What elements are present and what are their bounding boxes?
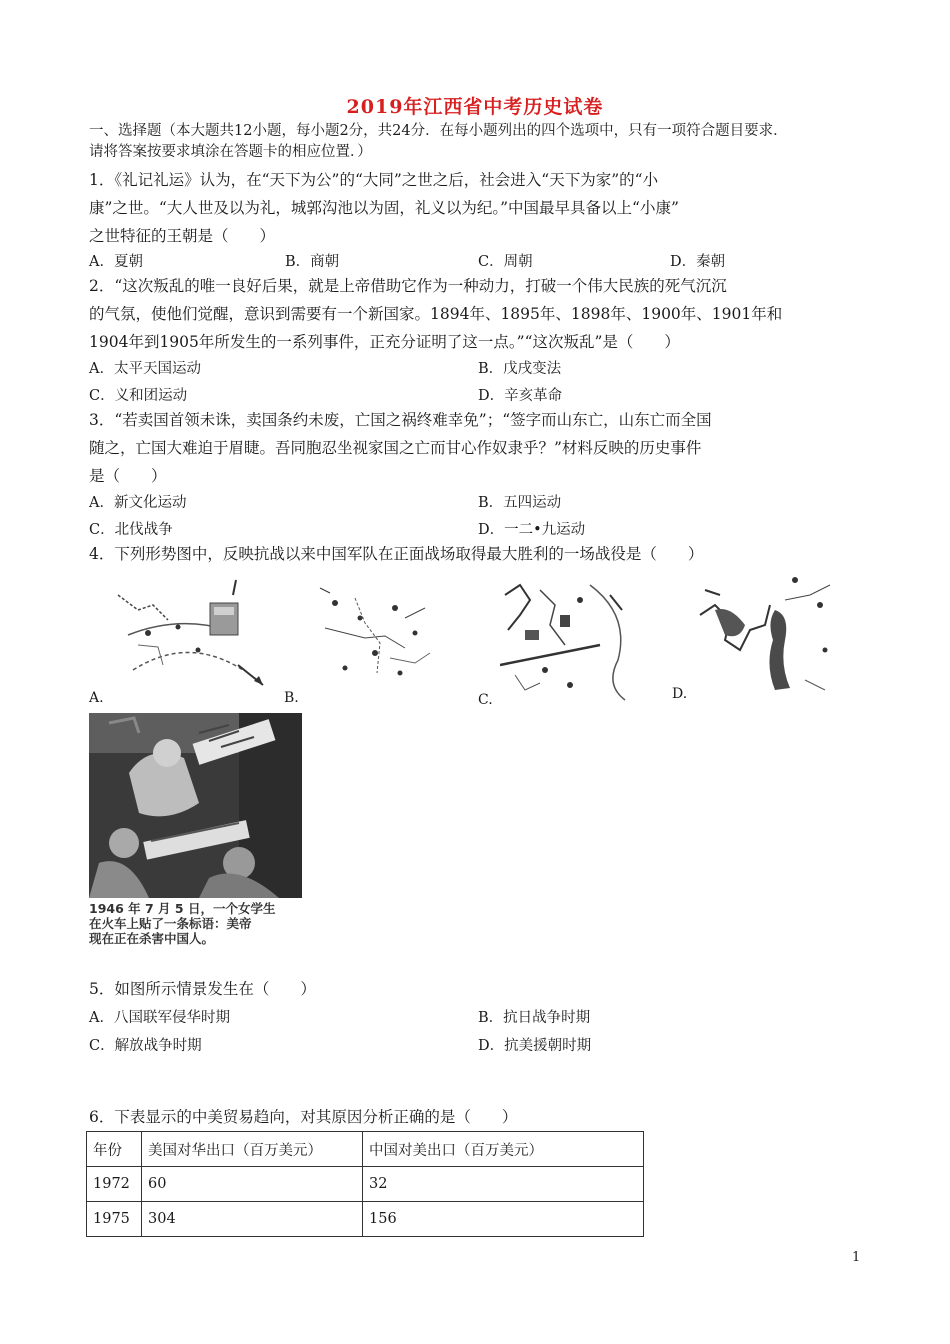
question-text: 随之，亡国大难迫于眉睫。吾同胞忍坐视家国之亡而甘心作奴隶乎？”材料反映的历史事件 xyxy=(89,439,702,457)
table-cell: 1972 xyxy=(87,1167,142,1202)
instructions-line: 请将答案按要求填涂在答题卡的相应位置．） xyxy=(89,144,372,160)
question-2 xyxy=(89,272,869,356)
trade-table xyxy=(86,1131,644,1237)
question-6 xyxy=(89,1103,869,1131)
table-cell: 304 xyxy=(142,1202,363,1237)
table-cell: 60 xyxy=(142,1167,363,1202)
table-header-cell: 美国对华出口（百万美元） xyxy=(142,1132,363,1167)
question-text: 3．“若卖国首领未诛，卖国条约未废，亡国之祸终难幸免”；“签字而山东亡，山东亡而全国 xyxy=(89,411,712,429)
question-4 xyxy=(89,540,869,568)
page-title: 2019年江西省中考历史试卷 xyxy=(346,96,604,118)
option-c[interactable]: C．解放战争时期 xyxy=(89,1038,202,1054)
option-c[interactable]: C．周朝 xyxy=(478,254,533,270)
battle-map-b xyxy=(305,578,455,698)
option-a[interactable]: A．太平天国运动 xyxy=(89,361,201,377)
section-instructions xyxy=(89,121,869,163)
question-text: 5．如图所示情景发生在（ ） xyxy=(89,980,316,998)
option-b[interactable]: B．五四运动 xyxy=(478,495,562,511)
instructions-line: 一、选择题（本大题共12小题，每小题2分，共24分．在每小题列出的四个选项中，只有一项符合题目要求． xyxy=(89,123,788,139)
photo-image xyxy=(89,713,302,898)
option-b[interactable]: B．抗日战争时期 xyxy=(478,1010,591,1026)
option-c[interactable]: C. xyxy=(478,692,493,708)
table-row xyxy=(87,1167,644,1202)
question-text: 6．下表显示的中美贸易趋向，对其原因分析正确的是（ ） xyxy=(89,1108,518,1126)
option-a[interactable]: A. xyxy=(89,690,104,706)
question-text: 2．“这次叛乱的唯一良好后果，就是上帝借助它作为一种动力，打破一个伟大民族的死气沉沉 xyxy=(89,277,727,295)
option-a[interactable]: A．八国联军侵华时期 xyxy=(89,1010,230,1026)
question-text: 之世特征的王朝是（ ） xyxy=(89,227,276,245)
option-d[interactable]: D．一二•九运动 xyxy=(478,522,586,538)
table-header-cell: 中国对美出口（百万美元） xyxy=(363,1132,644,1167)
option-d[interactable]: D．抗美援朝时期 xyxy=(478,1038,592,1054)
table-cell: 32 xyxy=(363,1167,644,1202)
caption-line: 1946 年 7 月 5 日，一个女学生 xyxy=(89,901,276,916)
question-text: 4．下列形势图中，反映抗战以来中国军队在正面战场取得最大胜利的一场战役是（ ） xyxy=(89,545,704,563)
question-text: 的气氛，使他们觉醒，意识到需要有一个新国家。1894年、1895年、1898年、1900年、1901年和 xyxy=(89,305,783,323)
historical-photo xyxy=(89,713,302,945)
battle-map-d xyxy=(695,570,845,700)
question-3 xyxy=(89,406,869,490)
table-header-row xyxy=(87,1132,644,1167)
option-b[interactable]: B．戊戌变法 xyxy=(478,361,562,377)
page-number: 1 xyxy=(852,1250,861,1265)
option-d[interactable]: D. xyxy=(672,686,688,702)
option-b[interactable]: B．商朝 xyxy=(285,254,340,270)
question-text: 1904年到1905年所发生的一系列事件，正充分证明了这一点。”“这次叛乱”是（ ） xyxy=(89,333,680,351)
battle-map-a xyxy=(108,575,276,703)
question-5 xyxy=(89,975,869,1003)
table-row xyxy=(87,1202,644,1237)
option-a[interactable]: A．新文化运动 xyxy=(89,495,187,511)
question-text: 1．《礼记礼运》认为，在“天下为公”的“大同”之世之后，社会进入“天下为家”的“小 xyxy=(89,171,659,189)
photo-caption xyxy=(89,898,302,946)
option-d[interactable]: D．辛亥革命 xyxy=(478,388,563,404)
question-text: 康”之世。“大人世及以为礼，城郭沟池以为固，礼义以为纪。”中国最早具备以上“小康” xyxy=(89,199,679,217)
option-c[interactable]: C．北伐战争 xyxy=(89,522,173,538)
caption-line: 现在正在杀害中国人。 xyxy=(89,931,215,946)
caption-line: 在火车上贴了一条标语：美帝 xyxy=(89,916,252,931)
option-c[interactable]: C．义和团运动 xyxy=(89,388,188,404)
option-a[interactable]: A．夏朝 xyxy=(89,254,143,270)
option-b[interactable]: B. xyxy=(284,690,299,706)
question-1 xyxy=(89,166,869,250)
question-text: 是（ ） xyxy=(89,467,167,485)
option-d[interactable]: D．秦朝 xyxy=(670,254,726,270)
table-cell: 156 xyxy=(363,1202,644,1237)
table-cell: 1975 xyxy=(87,1202,142,1237)
battle-map-c xyxy=(500,575,640,703)
table-header-cell: 年份 xyxy=(87,1132,142,1167)
